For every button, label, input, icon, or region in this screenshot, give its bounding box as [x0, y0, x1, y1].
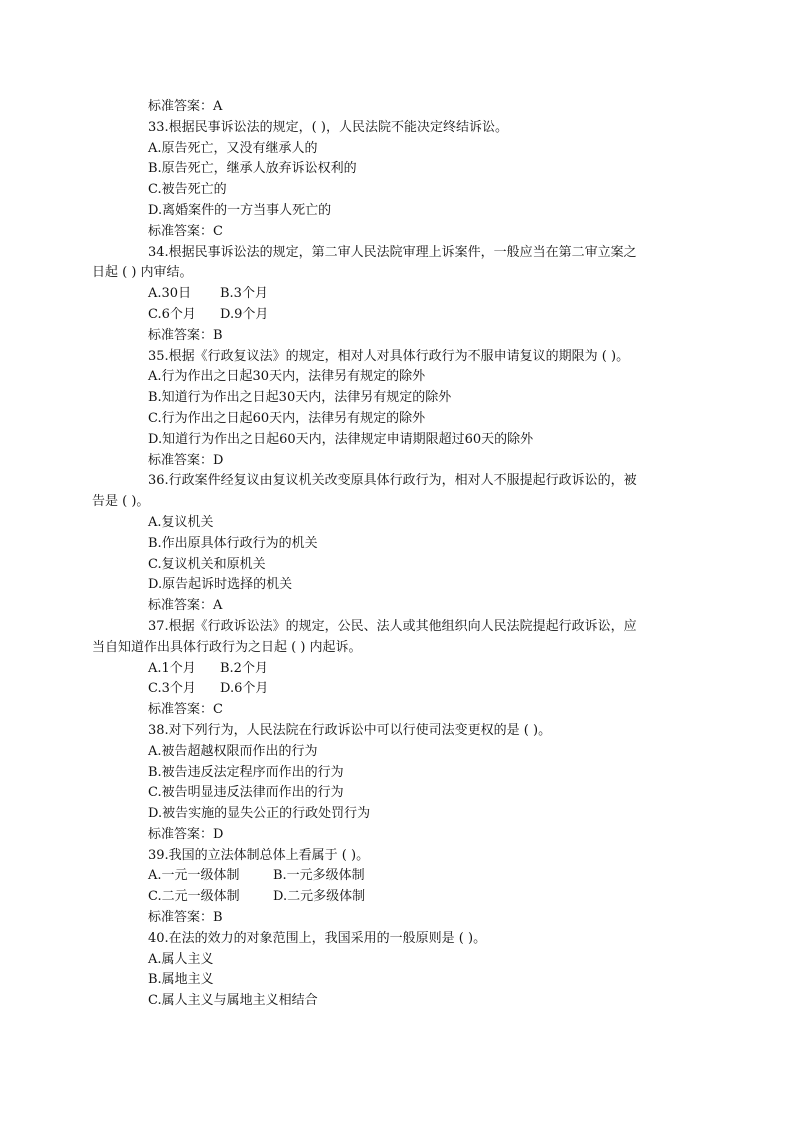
- option-row: [120, 659, 680, 680]
- option-item: A.行为作出之日起30天内，法律另有规定的除外: [148, 369, 426, 385]
- question-line: 36.行政案件经复议由复议机关改变原具体行政行为，相对人不服提起行政诉讼的，被: [148, 473, 637, 489]
- standard-answer: 标准答案：A: [148, 598, 223, 614]
- option-item: D.知道行为作出之日起60天内，法律规定申请期限超过60天的除外: [148, 431, 534, 447]
- option-item: A.被告超越权限而作出的行为: [148, 743, 318, 759]
- option-item: D.被告实施的显失公正的行政处罚行为: [148, 806, 371, 822]
- option-row: [120, 866, 680, 887]
- standard-answer: 标准答案：A: [148, 99, 223, 114]
- option-item: C.6个月: [148, 306, 196, 322]
- option-item: D.二元多级体制: [273, 889, 366, 905]
- option-item: C.被告死亡的: [148, 182, 227, 198]
- option-row: [120, 305, 680, 326]
- option-row: [120, 679, 680, 700]
- option-item: C.二元一级体制: [148, 889, 240, 905]
- standard-answer: 标准答案：D: [148, 826, 224, 842]
- option-item: A.属人主义: [148, 951, 214, 967]
- question-text: [92, 471, 680, 513]
- standard-answer: 标准答案：B: [148, 327, 223, 343]
- option-item: D.离婚案件的一方当事人死亡的: [148, 202, 332, 218]
- question-list: [92, 97, 680, 1012]
- option-item: B.一元多级体制: [273, 868, 365, 884]
- question-text: 40.在法的效力的对象范围上，我国采用的一般原则是 ( )。: [148, 930, 487, 946]
- option-item: A.一元一级体制: [148, 868, 240, 884]
- option-item: C.属人主义与属地主义相结合: [148, 993, 318, 1009]
- standard-answer: 标准答案：B: [148, 910, 223, 926]
- option-item: C.行为作出之日起60天内，法律另有规定的除外: [148, 410, 426, 426]
- option-item: B.知道行为作出之日起30天内，法律另有规定的除外: [148, 390, 452, 406]
- standard-answer: 标准答案：C: [148, 223, 223, 239]
- option-item: B.2个月: [220, 660, 268, 676]
- option-item: B.属地主义: [148, 972, 214, 988]
- option-item: D.9个月: [220, 306, 269, 322]
- standard-answer: 标准答案：D: [148, 452, 224, 468]
- option-item: A.复议机关: [148, 514, 214, 530]
- option-item: D.6个月: [220, 681, 269, 697]
- question-line: 37.根据《行政诉讼法》的规定，公民、法人或其他组织向人民法院提起行政诉讼，应: [148, 618, 637, 634]
- option-row: [120, 887, 680, 908]
- standard-answer: 标准答案：C: [148, 702, 223, 718]
- option-item: B.作出原具体行政行为的机关: [148, 535, 318, 551]
- option-row: [120, 284, 680, 305]
- option-item: D.原告起诉时选择的机关: [148, 577, 293, 593]
- question-line: 34.根据民事诉讼法的规定，第二审人民法院审理上诉案件，一般应当在第二审立案之: [148, 244, 637, 260]
- option-item: C.复议机关和原机关: [148, 556, 266, 572]
- option-item: B.原告死亡，继承人放弃诉讼权利的: [148, 161, 357, 177]
- question-text: 38.对下列行为，人民法院在行政诉讼中可以行使司法变更权的是 ( )。: [148, 722, 552, 738]
- question-line: 当自知道作出具体行政行为之日起 ( ) 内起诉。: [92, 639, 362, 655]
- option-item: A.1个月: [148, 660, 196, 676]
- option-item: A.30日: [148, 286, 192, 302]
- question-text: 39.我国的立法体制总体上看属于 ( )。: [148, 847, 370, 863]
- option-item: C.被告明显违反法律而作出的行为: [148, 785, 344, 801]
- question-line: 告是 ( )。: [92, 494, 150, 510]
- question-line: 日起 ( ) 内审结。: [92, 265, 193, 281]
- option-item: B.被告违反法定程序而作出的行为: [148, 764, 344, 780]
- option-item: C.3个月: [148, 681, 196, 697]
- question-text: [92, 617, 680, 659]
- option-item: B.3个月: [220, 286, 268, 302]
- question-text: [92, 243, 680, 285]
- question-text: 33.根据民事诉讼法的规定，( )，人民法院不能决定终结诉讼。: [148, 119, 508, 135]
- question-text: 35.根据《行政复议法》的规定，相对人对具体行政行为不服申请复议的期限为 ( )。: [148, 348, 630, 364]
- option-item: A.原告死亡，又没有继承人的: [148, 140, 318, 156]
